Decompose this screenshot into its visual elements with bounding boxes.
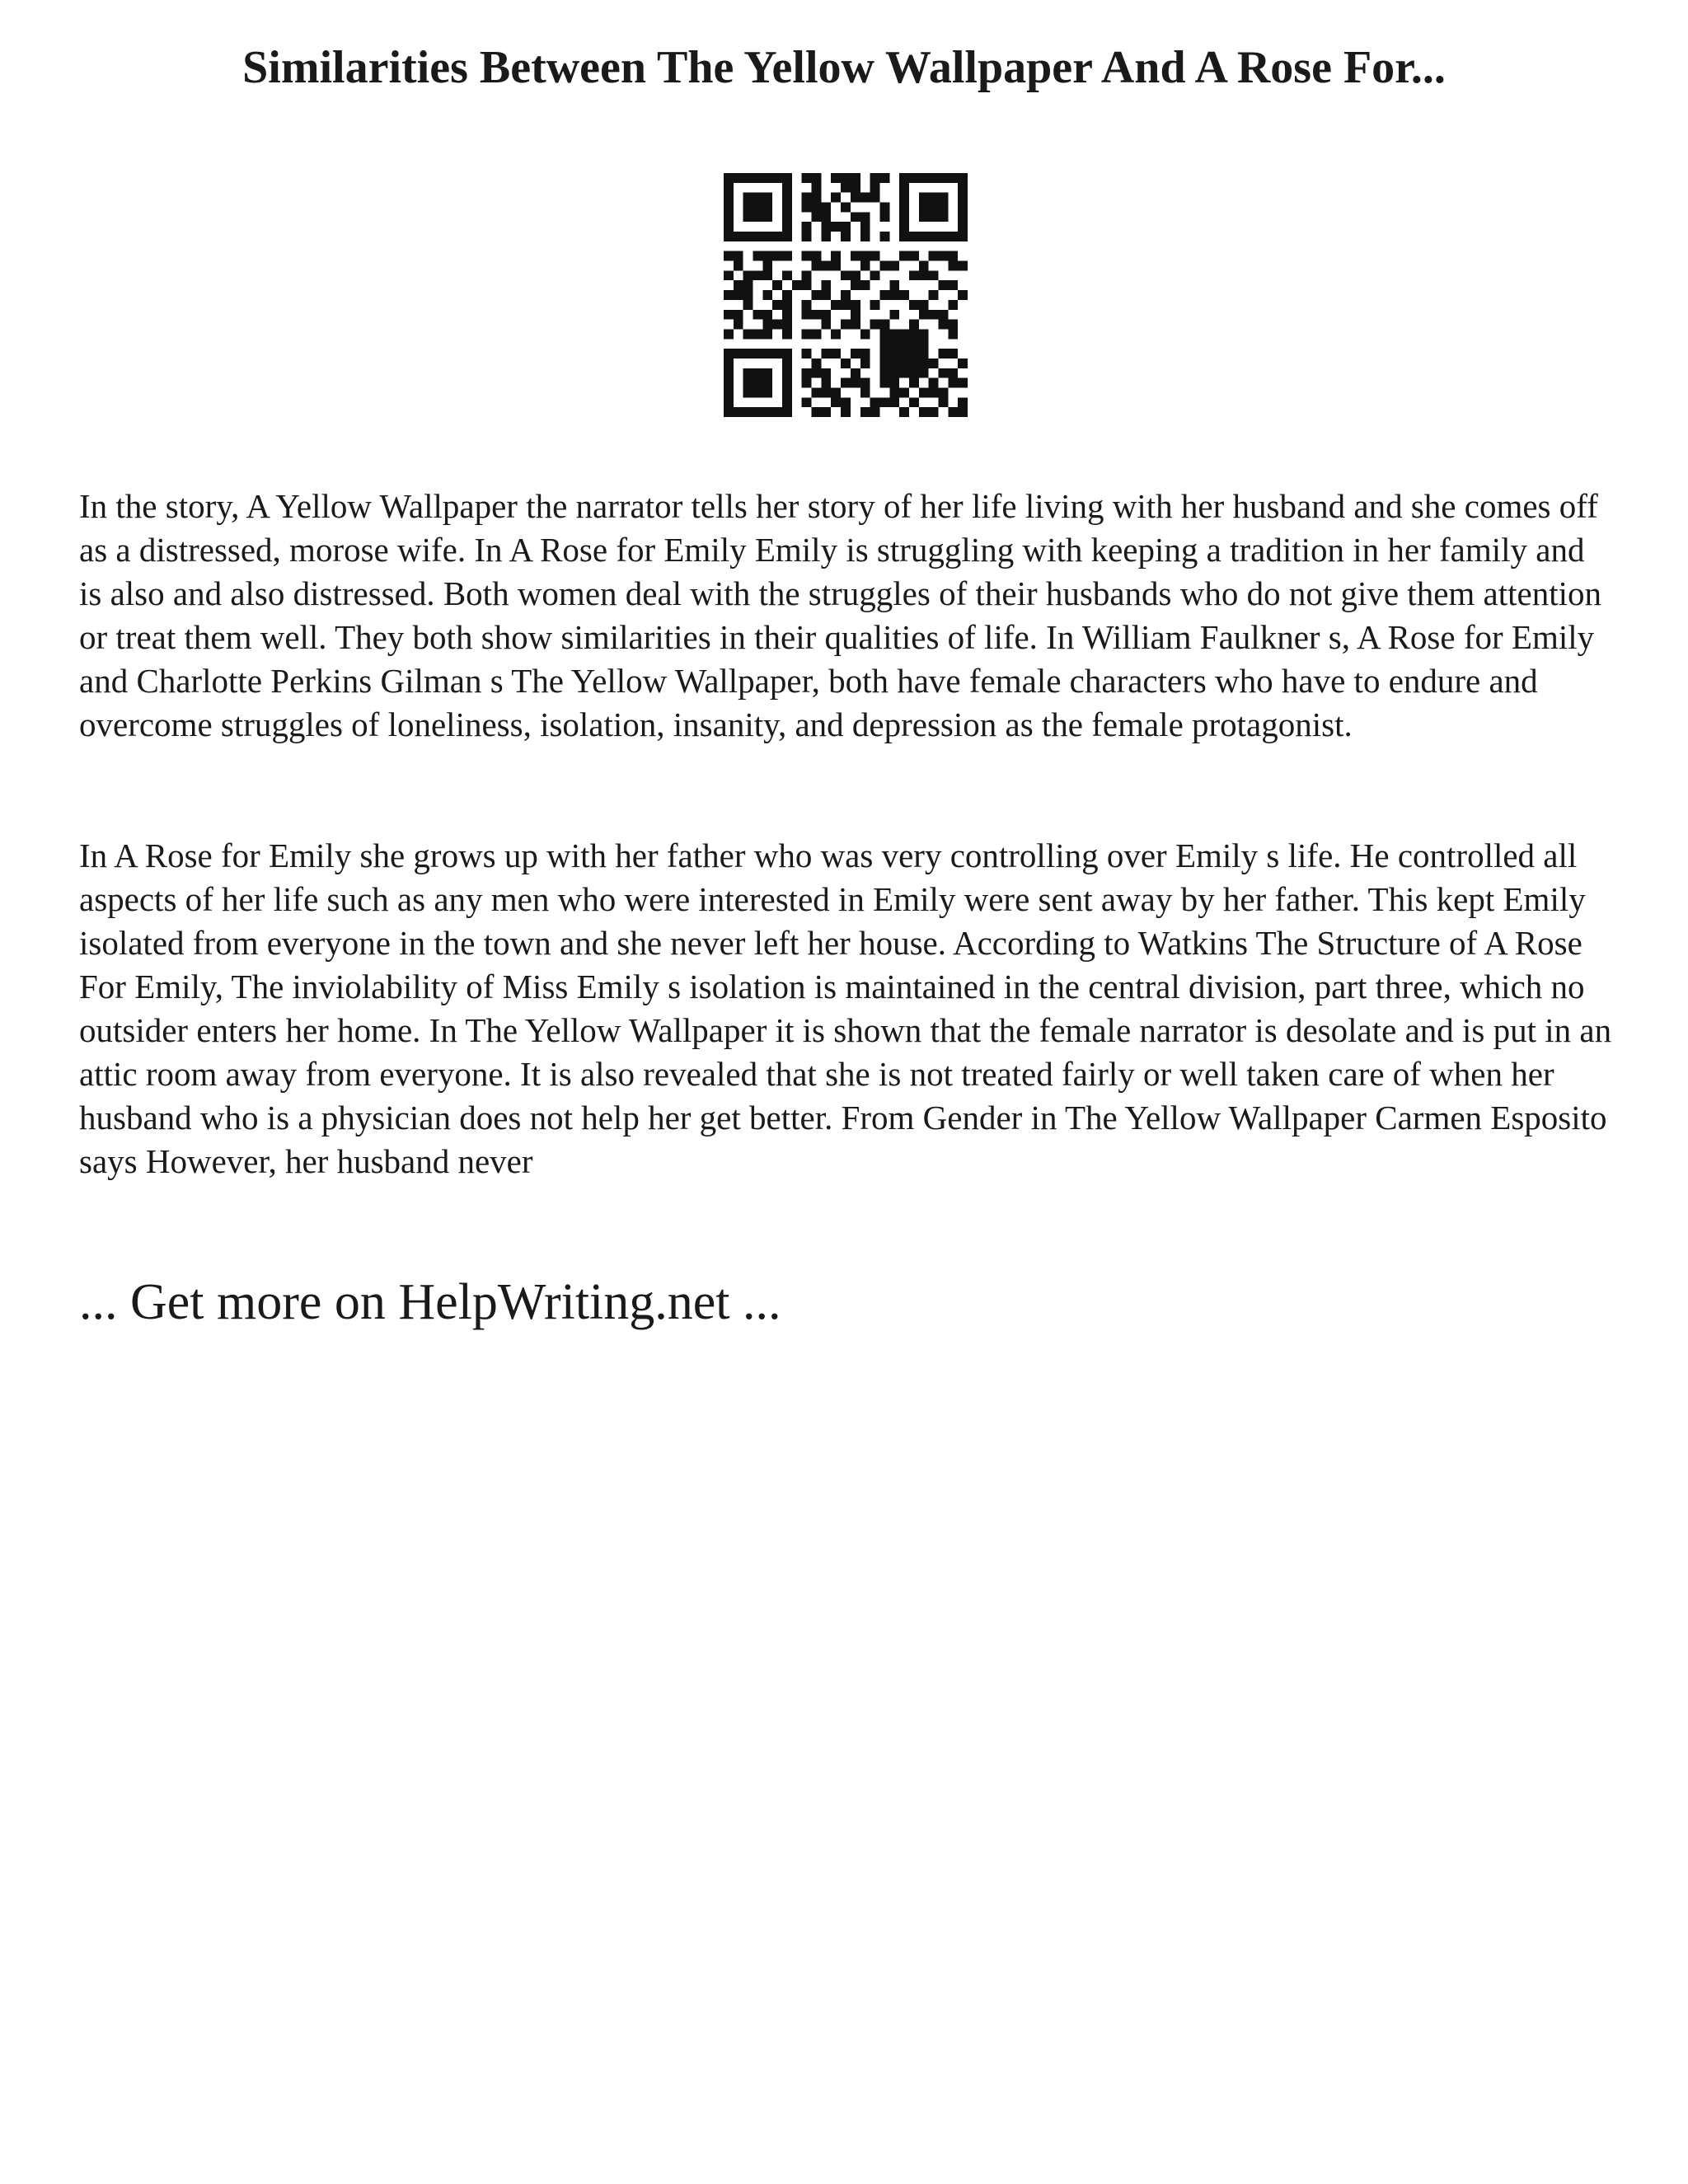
page-title: Similarities Between The Yellow Wallpaper And A Rose For... (242, 42, 1446, 93)
qr-code-icon (724, 173, 968, 417)
get-more-link[interactable]: ... Get more on HelpWriting.net ... (79, 1274, 781, 1330)
body-paragraph-2: In A Rose for Emily she grows up with her father who was very controlling over Emily s life. He controlled all aspects of her life such as any men who were interested in Emily were sent away by her father. This kept Emily isolated from everyone in the town and she never left her house. According to Watkins The Structure of A Rose For Emily, The inviolability of Miss Emily s isolation is maintained in the central division, part three, which no outsider enters her home. In The Yellow Wallpaper it is shown that the female narrator is desolate and is put in an attic room away from everyone. It is also revealed that she is not treated fairly or well taken care of when her husband who is a physician does not help her get better. From Gender in The Yellow Wallpaper Carmen Esposito says However, her husband never (79, 837, 1612, 1180)
body-paragraph-1: In the story, A Yellow Wallpaper the narrator tells her story of her life living with her husband and she comes off as a distressed, morose wife. In A Rose for Emily Emily is struggling with keeping a tradition in her family and is also and also distressed. Both women deal with the struggles of their husbands who do not give them attention or treat them well. They both show similarities in their qualities of life. In William Faulkner s, A Rose for Emily and Charlotte Perkins Gilman s The Yellow Wallpaper, both have female characters who have to endure and overcome struggles of loneliness, isolation, insanity, and depression as the female protagonist. (79, 487, 1602, 743)
